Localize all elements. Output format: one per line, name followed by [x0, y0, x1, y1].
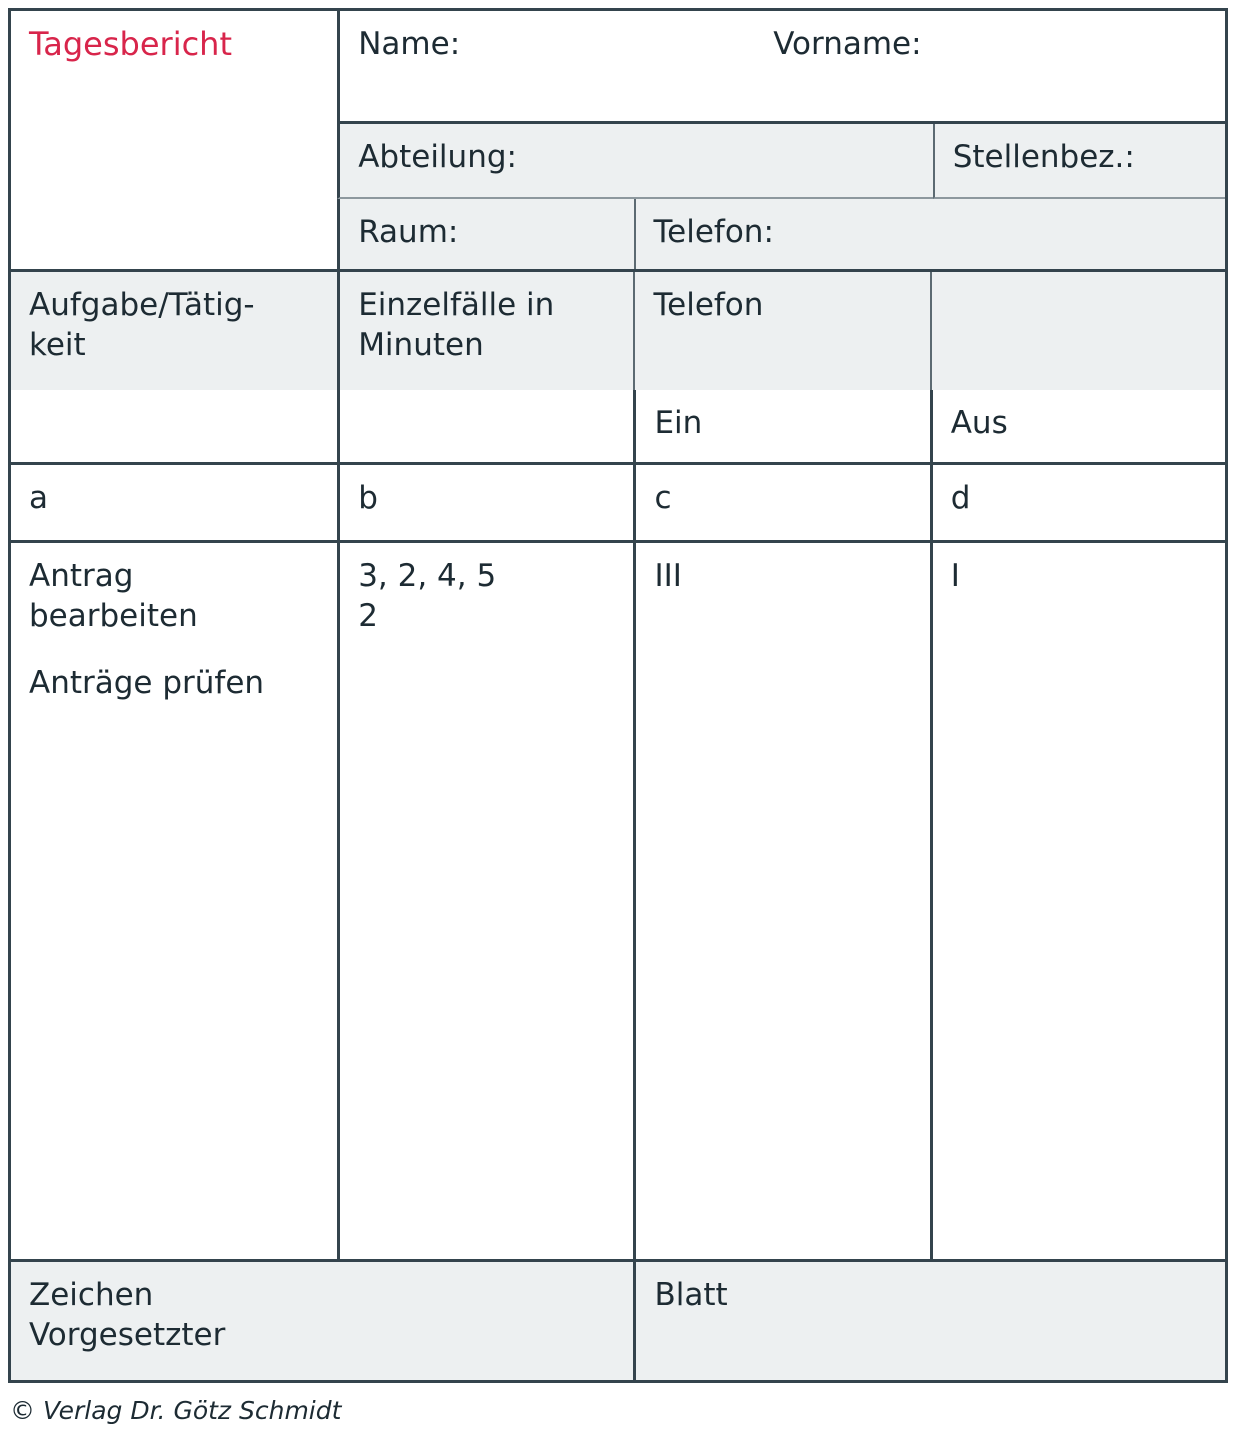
col-header-einzelfaelle-line2: Minuten [358, 326, 484, 363]
spacer-cell-left-2 [11, 199, 337, 269]
col-header-aufgabe [11, 272, 337, 390]
table-subheader-row [11, 390, 1225, 465]
table-row [11, 543, 1225, 1262]
page-title: Tagesbericht [29, 25, 232, 63]
body-cell-aufgabe[interactable] [11, 543, 337, 1259]
letter-a: a [29, 480, 48, 516]
body-aus-tally: I [950, 558, 960, 594]
spacer-cell-left-1 [11, 124, 337, 199]
footer-zeichen-line2: Vorgesetzter [29, 1316, 226, 1353]
header-row-raum [11, 199, 1225, 272]
abteilung-cell [337, 124, 932, 199]
table-column-header-row [11, 272, 1225, 390]
subheader-ein [633, 390, 929, 462]
body-cell-ein[interactable] [633, 543, 929, 1259]
subheader-aus-label: Aus [950, 405, 1008, 441]
col-header-einzelfaelle-line1: Einzelfälle in [358, 287, 555, 323]
telefon-label: Telefon: [653, 214, 774, 250]
subheader-einzelfaelle-empty [337, 390, 633, 462]
form-title-cell [11, 11, 337, 124]
header-row-name [11, 11, 1225, 124]
header-row-abteilung [11, 124, 1225, 199]
subheader-aufgabe-empty [11, 390, 337, 462]
table-footer-row [11, 1262, 1225, 1380]
body-cell-einzelfaelle[interactable] [337, 543, 633, 1259]
letter-b: b [358, 480, 378, 516]
subheader-aus [930, 390, 1225, 462]
body-aufgabe-line3: Anträge prüfen [29, 665, 265, 702]
telefon-cell [634, 199, 1226, 269]
body-aufgabe-line2: bearbeiten [29, 597, 198, 634]
abteilung-label: Abteilung: [358, 139, 517, 175]
body-aufgabe-gap [29, 636, 321, 664]
footer-cell-zeichen [11, 1262, 633, 1380]
raum-label: Raum: [358, 214, 459, 250]
raum-cell [337, 199, 633, 269]
table-letter-row [11, 465, 1225, 543]
letter-c: c [654, 480, 672, 516]
letter-cell-d [930, 465, 1225, 540]
footer-cell-blatt [633, 1262, 1225, 1380]
body-einzelfaelle-line2: 2 [358, 597, 378, 634]
name-vorname-cell [337, 11, 1225, 124]
name-label: Name: [358, 26, 461, 62]
form-table [8, 8, 1228, 1383]
letter-cell-c [633, 465, 929, 540]
letter-cell-a [11, 465, 337, 540]
body-einzelfaelle-line1: 3, 2, 4, 5 [358, 558, 497, 594]
stellenbez-label: Stellenbez.: [952, 139, 1135, 175]
body-ein-tally: III [654, 558, 682, 594]
col-header-telefon-label: Telefon [653, 287, 764, 323]
body-aufgabe-line1: Antrag [29, 558, 134, 594]
footer-blatt-label: Blatt [654, 1277, 728, 1313]
footer-zeichen-line1: Zeichen [29, 1277, 154, 1313]
col-header-telefon-empty [930, 272, 1225, 390]
col-header-aufgabe-line2: keit [29, 326, 86, 363]
body-cell-aus[interactable] [930, 543, 1225, 1259]
letter-d: d [950, 480, 971, 516]
subheader-ein-label: Ein [654, 405, 703, 441]
vorname-label: Vorname: [773, 26, 922, 62]
col-header-aufgabe-line1: Aufgabe/Tätig- [29, 287, 255, 323]
letter-cell-b [337, 465, 633, 540]
col-header-telefon [633, 272, 929, 390]
col-header-einzelfaelle [337, 272, 633, 390]
copyright-notice: © Verlag Dr. Götz Schmidt [10, 1396, 342, 1425]
stellenbez-cell [933, 124, 1225, 199]
